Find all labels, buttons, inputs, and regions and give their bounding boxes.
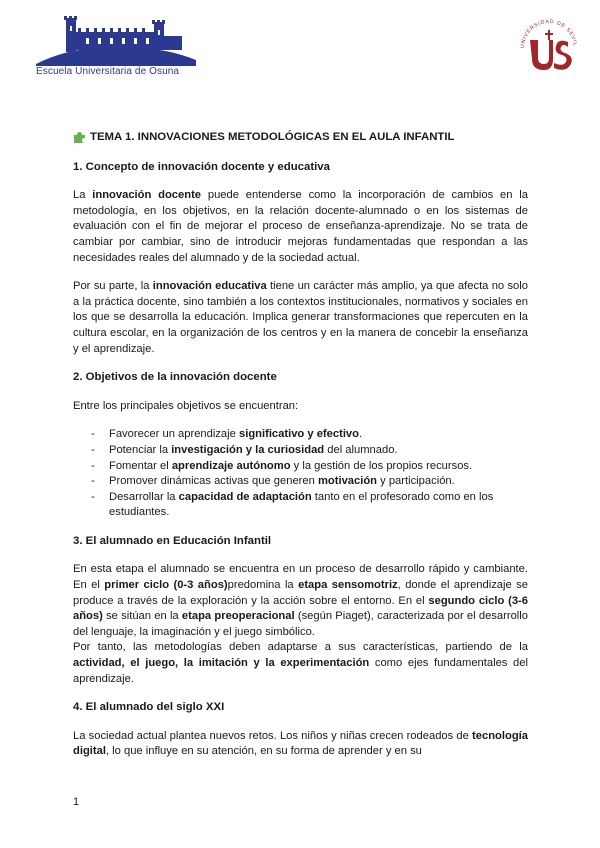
school-name: Escuela Universitaria de Osuna xyxy=(36,66,180,77)
puzzle-piece-icon xyxy=(73,131,86,144)
list-item: - Potenciar la investigación y la curiosidad del alumnado. xyxy=(73,443,528,459)
page-header xyxy=(0,0,600,90)
university-seal xyxy=(516,12,582,80)
section-1-paragraph-1: La innovación docente puede entenderse como la incorporación de cambios en la metodología, en los objetivos, en la relación docente-alumnado o en los sistemas de evaluación con el fin de mejorar el proceso de enseñanza-aprendizaje. No se trata de cambiar por cambiar, sino de introducir mejoras fundamentadas que respondan a las necesidades reales del alumnado y de la sociedad actual. xyxy=(73,189,528,264)
objectives-list xyxy=(73,427,528,521)
section-2-heading: 2. Objetivos de la innovación docente xyxy=(73,371,277,384)
school-logo xyxy=(36,14,196,80)
section-2-intro: Entre los principales objetivos se encuentran: xyxy=(73,399,299,412)
section-3-paragraph-1: En esta etapa el alumnado se encuentra en un proceso de desarrollo rápido y cambiante. En el primer ciclo (0-3 años)predomina la etapa sensomotriz, donde el aprendizaje se produce a través de la exploración y la acción sobre el entorno. En el segundo ciclo (3-6 años) se sitúan en la etapa preoperacional (según Piaget), caracterizada por el desarrollo del lenguaje, la imaginación y el juego simbólico. xyxy=(73,563,528,638)
section-4-paragraph-1: La sociedad actual plantea nuevos retos. Los niños y niñas crecen rodeados de tecnología digital, lo que influye en su atención, en su forma de aprender y en su xyxy=(73,729,528,758)
university-seal-icon xyxy=(516,12,582,80)
list-item: - Fomentar el aprendizaje autónomo y la gestión de los propios recursos. xyxy=(73,459,528,475)
svg-text:UNIVERSIDAD DE SEVILLA xyxy=(516,12,578,48)
document-body xyxy=(73,130,528,773)
section-4-heading: 4. El alumnado del siglo XXI xyxy=(73,701,225,714)
section-3-paragraph-2: Por tanto, las metodologías deben adaptarse a sus características, partiendo de la actividad, el juego, la imitación y la experimentación como ejes fundamentales del aprendizaje. xyxy=(73,641,528,685)
section-1-paragraph-2: Por su parte, la innovación educativa tiene un carácter más amplio, ya que afecta no solo a la práctica docente, sino también a los contextos institucionales, normativos y sociales en los que se desarrolla la educación. Implica generar transformaciones que repercuten en la cultura escolar, en la organización de los centros y en la manera de concebir la enseñanza y el aprendizaje. xyxy=(73,280,528,355)
section-1-heading: 1. Concepto de innovación docente y educativa xyxy=(73,160,330,173)
document-title xyxy=(73,130,528,146)
title-text: TEMA 1. INNOVACIONES METODOLÓGICAS EN EL AULA INFANTIL xyxy=(90,131,455,143)
list-item: - Promover dinámicas activas que generen motivación y participación. xyxy=(73,474,528,490)
section-3-heading: 3. El alumnado en Educación Infantil xyxy=(73,534,272,547)
castle-logo-icon xyxy=(36,14,196,66)
seal-arc-text: UNIVERSIDAD DE SEVIL xyxy=(519,18,578,49)
list-item: - Desarrollar la capacidad de adaptación tanto en el profesorado como en los estudiantes. xyxy=(73,490,528,521)
page-number: 1 xyxy=(73,796,80,808)
list-item: - Favorecer un aprendizaje significativo y efectivo. xyxy=(73,427,528,443)
